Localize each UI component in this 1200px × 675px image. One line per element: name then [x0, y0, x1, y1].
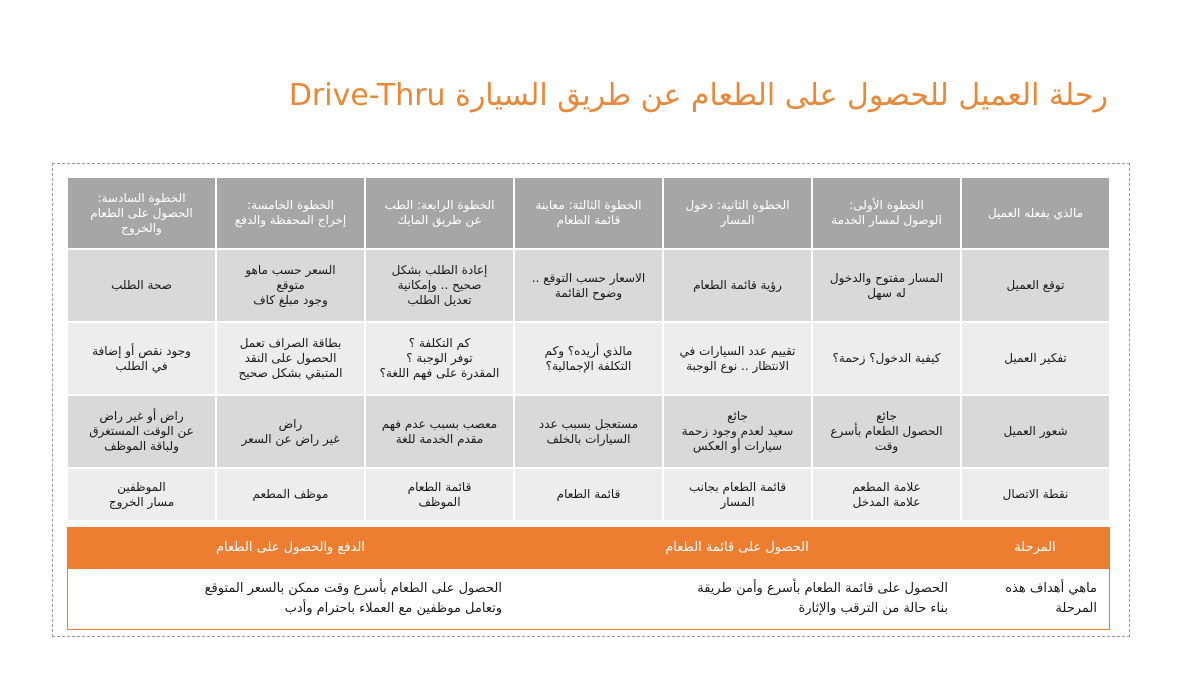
journey-header-row [67, 177, 1110, 249]
header-step-3: الخطوة الثالثة: معاينة قائمة الطعام [514, 177, 663, 249]
table-cell: بطاقة الصراف تعمل الحصول على النقد المتبقي بشكل صحيح [216, 322, 365, 395]
stage-header-label: المرحلة [960, 527, 1110, 569]
row-label: تفكير العميل [961, 322, 1110, 395]
table-cell: قائمة الطعام بجانب المسار [663, 468, 812, 521]
table-cell: كيفية الدخول؟ زحمة؟ [812, 322, 961, 395]
header-step-4: الخطوة الرابعة: الطب عن طريق المايك [365, 177, 514, 249]
row-label: نقطة الاتصال [961, 468, 1110, 521]
row-customer-thinking [67, 322, 1110, 395]
table-cell: جائع سعيد لعدم وجود زحمة سيارات أو العكس [663, 395, 812, 468]
stage-header-row [67, 527, 1110, 569]
table-cell: راض أو غير راض عن الوقت المستغرق ولباقة الموظف [67, 395, 216, 468]
table-cell: وجود نقص أو إضافة في الطلب [67, 322, 216, 395]
header-step-1: الخطوة الأولى: الوصول لمسار الخدمة [812, 177, 961, 249]
table-cell: تقييم عدد السيارات في الانتظار .. نوع الوجبة [663, 322, 812, 395]
stage-header-payment: الدفع والحصول على الطعام [67, 527, 514, 569]
table-cell: علامة المطعم علامة المدخل [812, 468, 961, 521]
stage-goal-menu: الحصول على قائمة الطعام بأسرع وأمن طريقة بناء حالة من الترقب والإثارة [514, 569, 960, 630]
table-cell: الاسعار حسب التوقع .. وضوح القائمة [514, 249, 663, 322]
stage-goals-row [67, 569, 1110, 630]
table-cell: المسار مفتوح والدخول له سهل [812, 249, 961, 322]
row-customer-expectation [67, 249, 1110, 322]
page-title: رحلة العميل للحصول على الطعام عن طريق السيارة Drive-Thru [288, 78, 1108, 113]
row-label: توقع العميل [961, 249, 1110, 322]
stage-goal-payment: الحصول على الطعام بأسرع وقت ممكن بالسعر المتوقع وتعامل موظفين مع العملاء باحترام وأدب [67, 569, 514, 630]
customer-journey-table [67, 177, 1110, 521]
stage-goals-table [67, 527, 1110, 630]
table-cell: إعادة الطلب بشكل صحيح .. وإمكانية تعديل الطلب [365, 249, 514, 322]
row-label: شعور العميل [961, 395, 1110, 468]
table-cell: جائع الحصول الطعام بأسرع وقت [812, 395, 961, 468]
table-cell: قائمة الطعام [514, 468, 663, 521]
table-cell: رؤية قائمة الطعام [663, 249, 812, 322]
table-cell: الموظفين مسار الخروج [67, 468, 216, 521]
header-step-2: الخطوة الثانية: دخول المسار [663, 177, 812, 249]
table-cell: مستعجل بسبب عدد السيارات بالخلف [514, 395, 663, 468]
table-cell: السعر حسب ماهو متوقع وجود مبلغ كاف [216, 249, 365, 322]
header-customer-action: مالذي يفعله العميل [961, 177, 1110, 249]
table-cell: قائمة الطعام الموظف [365, 468, 514, 521]
table-cell: راض غير راض عن السعر [216, 395, 365, 468]
table-cell: كم التكلفة ؟ توفر الوجبة ؟ المقدرة على فهم اللغة؟ [365, 322, 514, 395]
table-cell: مالذي أريده؟ وكم التكلفة الإجمالية؟ [514, 322, 663, 395]
table-cell: موظف المطعم [216, 468, 365, 521]
header-step-6: الخطوة السادسة: الحصول على الطعام والخروج [67, 177, 216, 249]
row-touchpoint [67, 468, 1110, 521]
stage-goals-label: ماهي أهداف هذه المرحلة [960, 569, 1110, 630]
row-customer-feeling [67, 395, 1110, 468]
stage-header-menu: الحصول على قائمة الطعام [514, 527, 960, 569]
table-cell: معصب بسبب عدم فهم مقدم الخدمة للغة [365, 395, 514, 468]
header-step-5: الخطوة الخامسة: إخراج المحفظة والدفع [216, 177, 365, 249]
table-cell: صحة الطلب [67, 249, 216, 322]
